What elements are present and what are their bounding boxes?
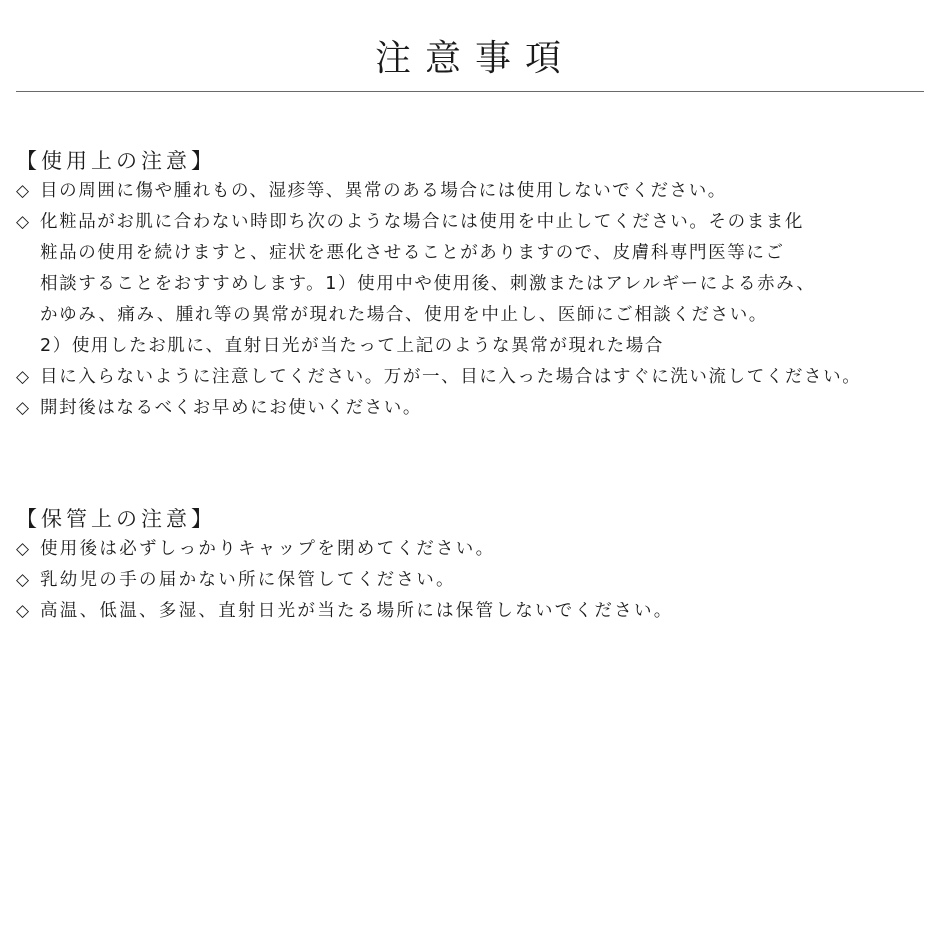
diamond-bullet-icon: ◇ xyxy=(16,398,31,418)
storage-precaution-item xyxy=(16,565,936,596)
storage-precautions-heading: 【保管上の注意】 xyxy=(16,507,216,531)
diamond-bullet-icon: ◇ xyxy=(16,601,32,621)
diamond-bullet-icon: ◇ xyxy=(16,367,31,387)
usage-precaution-item xyxy=(16,393,936,424)
usage-precautions-section xyxy=(16,146,936,424)
storage-precaution-text: 乳幼児の手の届かない所に保管してください。 xyxy=(40,570,456,590)
diamond-bullet-icon: ◇ xyxy=(16,570,32,590)
storage-precaution-text: 使用後は必ずしっかりキャップを閉めてください。 xyxy=(40,539,496,559)
storage-precaution-item xyxy=(16,596,936,627)
usage-precaution-item xyxy=(16,176,936,207)
diamond-bullet-icon: ◇ xyxy=(16,181,31,201)
usage-precaution-text: 目に入らないように注意してください。万が一、目に入った場合はすぐに洗い流してください。 xyxy=(40,367,862,387)
diamond-bullet-icon: ◇ xyxy=(16,539,32,559)
storage-precaution-item xyxy=(16,534,936,565)
usage-precautions-heading: 【使用上の注意】 xyxy=(16,149,216,173)
diamond-bullet-icon: ◇ xyxy=(16,212,31,232)
usage-precaution-text: 開封後はなるべくお早めにお使いください。 xyxy=(40,398,422,418)
page-title: 注意事項 xyxy=(374,38,575,79)
storage-precautions-section xyxy=(16,504,936,627)
usage-precaution-text: 化粧品がお肌に合わない時即ち次のような場合には使用を中止してください。そのまま化 粧品の使用を続けますと、症状を悪化させることがありますので、皮膚科専門医等にご 相談することをおすすめします。1）使用中や使用後、刺激またはアレルギーによる赤み、 かゆみ、痛み、腫れ等の異常が現れた場合、使用を中止し、医師にご相談ください。 2）使用したお肌に、直射日光が当たって上記のような異常が現れた場合 xyxy=(40,212,816,356)
storage-precaution-text: 高温、低温、多湿、直射日光が当たる場所には保管しないでください。 xyxy=(40,601,674,621)
usage-precaution-text: 目の周囲に傷や腫れもの、湿疹等、異常のある場合には使用しないでください。 xyxy=(40,181,727,201)
usage-precaution-item xyxy=(16,207,936,362)
usage-precaution-item xyxy=(16,362,936,393)
title-divider xyxy=(16,91,924,92)
